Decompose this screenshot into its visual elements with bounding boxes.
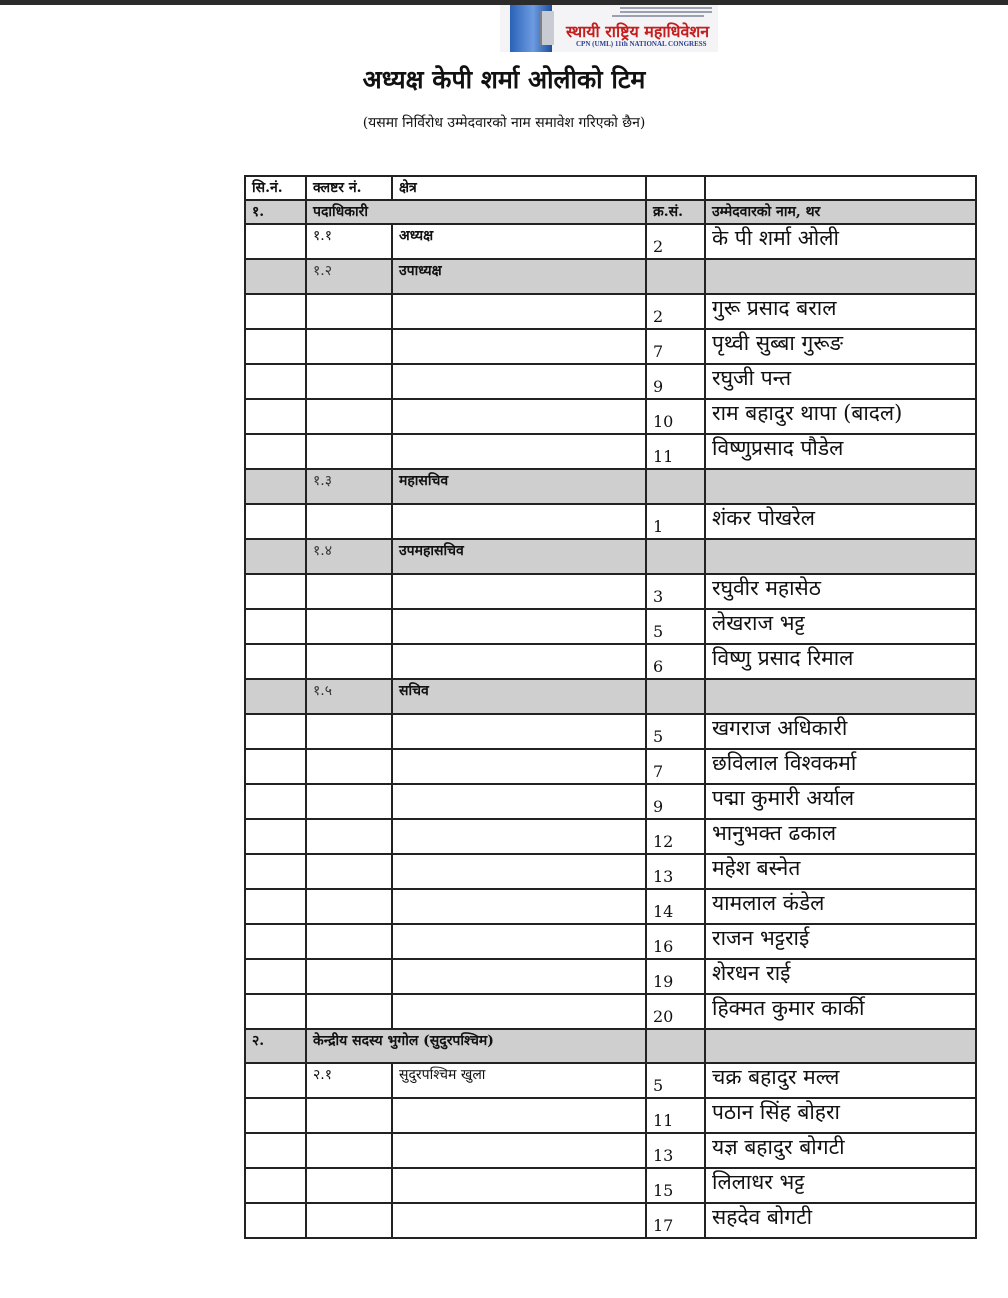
cell-blank [245,749,306,784]
cell-blank [392,329,646,364]
candidate-name: यामलाल कंडेल [705,889,976,924]
candidate-row [245,1203,976,1238]
candidate-name: हिक्मत कुमार कार्की [705,994,976,1029]
candidate-name: भानुभक्त ढकाल [705,819,976,854]
candidate-number: 5 [646,609,705,644]
cell-blank [245,784,306,819]
cell-blank [306,294,392,329]
candidate-row [245,994,976,1029]
candidate-row [245,399,976,434]
header-sn: सि.नं. [245,176,306,200]
cell-blank [245,1203,306,1238]
cell-blank [245,609,306,644]
group-candidate-blank [705,679,976,714]
candidate-number: 11 [646,1098,705,1133]
candidate-row [245,819,976,854]
group-number: १.३ [306,469,392,504]
cell-blank [245,399,306,434]
group-row-g12 [245,259,976,294]
section-candidate-blank [705,1029,976,1063]
cell-blank [306,959,392,994]
section-sn: २. [245,1029,306,1063]
candidate-name: छविलाल विश्वकर्मा [705,749,976,784]
candidate-row [245,434,976,469]
candidate-number: 2 [646,224,705,259]
candidate-row [245,609,976,644]
candidate-number: 9 [646,364,705,399]
candidate-name: रघुजी पन्त [705,364,976,399]
cell-blank [392,399,646,434]
cell-blank [245,1168,306,1203]
cell-blank [306,1098,392,1133]
candidate-number: 5 [646,1063,705,1098]
group-name: अध्यक्ष [392,224,646,259]
candidate-name: यज्ञ बहादुर बोगटी [705,1133,976,1168]
group-name: उपमहासचिव [392,539,646,574]
group-candidate-blank [705,259,976,294]
candidate-row [245,1098,976,1133]
cell-blank [306,644,392,679]
candidate-name: खगराज अधिकारी [705,714,976,749]
cell-blank [245,294,306,329]
cell-blank [392,574,646,609]
group-kr-blank [646,469,705,504]
candidate-name: के पी शर्मा ओली [705,224,976,259]
cell-blank [306,714,392,749]
cell-blank [392,784,646,819]
cell-blank [392,889,646,924]
group-name: महासचिव [392,469,646,504]
candidate-number: 10 [646,399,705,434]
candidate-number: 12 [646,819,705,854]
page-title: अध्यक्ष केपी शर्मा ओलीको टिम [362,65,646,94]
header-candidate: उम्मेदवारको नाम, थर [705,200,976,224]
cell-blank [392,1098,646,1133]
candidate-number: 13 [646,1133,705,1168]
table-header-row [245,176,976,200]
group-candidate-blank [705,539,976,574]
cell-blank [392,434,646,469]
cell-blank [306,1168,392,1203]
cell-blank [306,1203,392,1238]
cell-blank [392,364,646,399]
candidate-number: 6 [646,644,705,679]
cell-blank [245,434,306,469]
candidate-name: लिलाधर भट्ट [705,1168,976,1203]
candidate-row [245,784,976,819]
header-blank-2 [705,176,976,200]
candidate-row [245,924,976,959]
candidate-name: विष्णुप्रसाद पौडेल [705,434,976,469]
candidate-row [245,749,976,784]
header-cluster: क्लष्टर नं. [306,176,392,200]
cell-blank [245,504,306,539]
cell-blank [306,399,392,434]
cell-blank [392,294,646,329]
candidate-row [245,644,976,679]
cell-blank [245,959,306,994]
candidate-name: शंकर पोखरेल [705,504,976,539]
cell-blank [245,819,306,854]
candidate-number: 13 [646,854,705,889]
group-sn-blank [245,679,306,714]
candidate-row [245,574,976,609]
cell-blank [245,574,306,609]
group-name: उपाध्यक्ष [392,259,646,294]
group-sn-blank [245,539,306,574]
candidate-row [245,959,976,994]
logo-fineprint [620,7,712,9]
group-kr-blank [646,679,705,714]
candidate-name: महेश बस्नेत [705,854,976,889]
candidate-number: 7 [646,329,705,364]
cell-blank [306,854,392,889]
candidate-name: चक्र बहादुर मल्ल [705,1063,976,1098]
header-area: क्षेत्र [392,176,646,200]
candidate-row [245,1133,976,1168]
logo-pillar-graphic-2 [540,11,554,45]
group-row-g11 [245,224,976,259]
cell-blank [306,504,392,539]
cell-blank [306,329,392,364]
candidate-number: 17 [646,1203,705,1238]
cell-blank [245,924,306,959]
candidate-row [245,364,976,399]
candidate-row [245,1168,976,1203]
cell-blank [306,1133,392,1168]
cell-blank [392,714,646,749]
cell-blank [392,1168,646,1203]
logo-title: स्थायी राष्ट्रिय महाधिवेशन [566,22,710,41]
candidate-name: रघुवीर महासेठ [705,574,976,609]
cell-blank [306,889,392,924]
candidate-number: 7 [646,749,705,784]
group-name: सचिव [392,679,646,714]
group-candidate-blank [705,469,976,504]
candidate-row [245,329,976,364]
cell-blank [245,329,306,364]
page-note: (यसमा निर्विरोध उम्मेदवारको नाम समावेश गरिएको छैन) [362,115,646,131]
candidate-name: पद्मा कुमारी अर्याल [705,784,976,819]
cell-blank [306,574,392,609]
section-row-2 [245,1029,976,1063]
candidate-number: 5 [646,714,705,749]
group-sn-blank [245,469,306,504]
cell-blank [392,1133,646,1168]
cell-blank [392,924,646,959]
group-number: २.१ [306,1063,392,1098]
group-row-g15 [245,679,976,714]
candidate-number: 3 [646,574,705,609]
candidate-name: राम बहादुर थापा (बादल) [705,399,976,434]
group-sn-blank [245,259,306,294]
candidate-number: 2 [646,294,705,329]
cell-blank [392,609,646,644]
cell-blank [306,924,392,959]
candidate-name: विष्णु प्रसाद रिमाल [705,644,976,679]
cell-blank [392,854,646,889]
cell-blank [245,854,306,889]
section-kr-blank [646,1029,705,1063]
cell-blank [245,1063,306,1098]
group-kr-blank [646,539,705,574]
cell-blank [392,959,646,994]
candidate-row [245,889,976,924]
cell-blank [306,609,392,644]
cell-blank [392,749,646,784]
group-number: १.२ [306,259,392,294]
candidate-number: 9 [646,784,705,819]
cell-blank [306,749,392,784]
cell-blank [245,889,306,924]
group-row-g13 [245,469,976,504]
section-sn: १. [245,200,306,224]
cell-blank [245,644,306,679]
cell-blank [306,364,392,399]
cell-blank [245,714,306,749]
candidate-row [245,504,976,539]
group-row-g21 [245,1063,976,1098]
candidate-name: सहदेव बोगटी [705,1203,976,1238]
candidate-name: शेरधन राई [705,959,976,994]
cell-blank [306,434,392,469]
group-name: सुदुरपश्चिम खुला [392,1063,646,1098]
cell-blank [392,644,646,679]
candidate-name: पृथ्वी सुब्बा गुरूङ [705,329,976,364]
header-kr: क्र.सं. [646,200,705,224]
candidate-row [245,714,976,749]
candidate-row [245,294,976,329]
candidate-number: 14 [646,889,705,924]
candidate-row [245,854,976,889]
cell-blank [245,1133,306,1168]
cell-blank [306,784,392,819]
cell-blank [306,994,392,1029]
candidate-name: गुरू प्रसाद बराल [705,294,976,329]
cell-blank [245,224,306,259]
candidate-name: पठान सिंह बोहरा [705,1098,976,1133]
cell-blank [245,1098,306,1133]
candidate-name: राजन भट्टराई [705,924,976,959]
logo-subtitle: CPN (UML) 11th NATIONAL CONGRESS [576,40,707,48]
candidate-number: 20 [646,994,705,1029]
group-kr-blank [646,259,705,294]
candidate-name: लेखराज भट्ट [705,609,976,644]
cell-blank [245,994,306,1029]
header-blank [646,176,705,200]
candidate-number: 11 [646,434,705,469]
group-number: १.५ [306,679,392,714]
cell-blank [392,994,646,1029]
candidate-number: 16 [646,924,705,959]
cell-blank [245,364,306,399]
cell-blank [392,1203,646,1238]
candidate-number: 15 [646,1168,705,1203]
cell-blank [392,819,646,854]
group-number: १.१ [306,224,392,259]
cell-blank [392,504,646,539]
cell-blank [306,819,392,854]
candidate-table [244,175,977,1239]
group-number: १.४ [306,539,392,574]
candidate-number: 19 [646,959,705,994]
candidate-number: 1 [646,504,705,539]
group-row-g14 [245,539,976,574]
section-label: केन्द्रीय सदस्य भुगोल (सुदुरपश्चिम) [306,1029,646,1063]
section-row-1 [245,200,976,224]
section-label: पदाधिकारी [306,200,646,224]
congress-logo [500,5,718,52]
